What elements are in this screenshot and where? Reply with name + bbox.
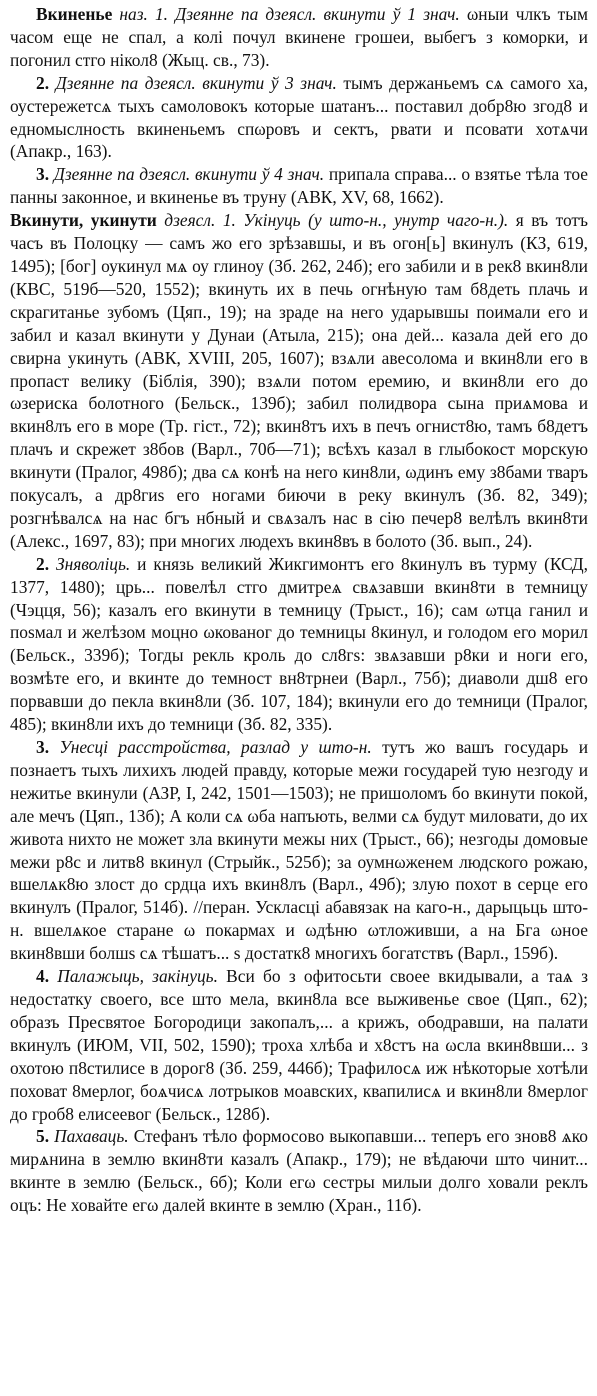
entry-paragraph <box>10 72 588 164</box>
gloss: Палажыць, закінуць. <box>57 966 227 987</box>
sense-number: 3. <box>36 737 60 757</box>
citation-text: Стефанъ тѣло формосово выкопавши... теперъ его знов8 ѧко мирѧнина в землю вкин8ти казалъ (Апакр., 179); не вѣдаючи што чинит... вкинте в землю (Бельск., 6б); Коли егω сестры милыи долго ховали реклъ оцъ: Не ховайте егω далей вкинте в землю (Хран., 11б). <box>10 1126 588 1216</box>
sense-number: 2. <box>36 72 56 93</box>
sense-number: 4. <box>36 966 58 987</box>
citation-text: я въ тотъ часъ въ Полоцку — самъ жо его зрѣзавшы, и въ огон[ь] вкинулъ (КЗ, 619, 1495); [бог] оукинул мѧ оу глиноу (Зб. 262, 24б); его забили и в рек8 вкин8ли (КВС, 519б—520, 1552); вкинуть их в печь огнѣную там б8деть плачь и скрагитанье зубомъ (Цяп., 19); на зраде на него ударывшы поимали его и забил и казал вкинути у Дунаи (Атыла, 215); она дей... казала дей его до свирна укинуть (АВК, XVIII, 205, 1607); взѧли авесолома и вкин8ли его в пропаст велику (Біблія, 390); взѧли потом еремию, и вкин8ли его до ωзериска болотного (Бельск., 139б); забил полидвора сына приѧмова и вкин8лъ его в море (Тр. гіст., 72); вкин8тъ ихъ в печъ огнист8ю, тамъ б8детъ плачъ и скрежет з8бов (Варл., 70б—71); всѣхъ казал в глыбокост морскую вкинути (Пралог, 498б); два сѧ конѣ на него кин8ли, ωдинъ ему з8бами тваръ покусалъ, а др8гиѕ его ногами биючи в реку вкинулъ (Зб. 82, 349); розгнѣвалсѧ на нас бгъ нбный и свѧзалъ нас в сію печер8 велѣлъ вкин8ти (Алекс., 1697, 83); при многих людехъ вкин8въ в болото (Зб. вып., 24). <box>10 210 589 551</box>
gloss: наз. 1. Дзеянне па дзеясл. вкинути ў 1 знач. <box>119 4 467 24</box>
dictionary-entry-vkinuti <box>10 209 588 1217</box>
headword: Вкинути, укинути <box>10 210 165 231</box>
gloss: дзеясл. 1. Укінуць (у што-н., унутр чаго-н.). <box>164 210 516 231</box>
headword: Вкиненье <box>36 4 120 24</box>
sense-number: 2. <box>36 553 56 574</box>
sense-number: 5. <box>36 1126 55 1147</box>
citation-text: и князь великий Жикгимонтъ его 8кинулъ въ турму (КСД, 1377, 1480); црь... повелѣл стго дмитреѧ свѧзавши вкин8ти в темницу (Чэцця, 56); казалъ его вкинути в темницу (Трыст., 16); сам ωтца ганил и поѕмал и желѣзом моцно ωкованог до темницы 8кинул, и голодом его морил (Бельск., 339б); Тогды рекль кроль до сл8гѕ: звѧзавши р8ки и ноги его, возмѣте его, и вкинте до темност вн8трнеи (Варл., 75б); диаволи дш8 его порвавши до пекла вкин8ли (Зб. 107, 184); вкинули его до темници (Пралог, 485); вкин8ли ихъ до темници (Зб. 82, 335). <box>10 553 588 735</box>
entry-paragraph <box>10 3 588 72</box>
gloss: Зняволіць. <box>55 553 138 574</box>
entry-paragraph <box>10 553 588 736</box>
gloss: Унесці расстройства, разлад у што-н. <box>59 737 383 757</box>
entry-paragraph <box>10 736 588 965</box>
entry-paragraph <box>10 965 588 1125</box>
citation-text: припала справа... о взятье тѣла тое панны законное, и вкиненье въ труну (АВК, XV, 68, 1662). <box>10 164 589 208</box>
gloss: Дзеянне па дзеясл. вкинути ў 4 знач. <box>53 164 329 185</box>
entry-paragraph <box>10 209 588 553</box>
sense-number: 3. <box>36 164 54 185</box>
dictionary-entry-vkinene <box>10 3 588 209</box>
gloss: Дзеянне па дзеясл. вкинути ў 3 знач. <box>55 72 344 93</box>
citation-text: тымъ держаньемъ сѧ самого ха, оустережетсѧ тыхъ самоловокъ которые шатанъ... поставил добр8ю згод8 и едномыслность вкиненьемъ спωровъ и сектъ, рвати и псовати хотѧчи (Апакр., 163). <box>10 72 588 162</box>
citation-text: тутъ жо вашъ государь и познаетъ тыхъ лихихъ людей правду, которые межи государей тую незгоду и нежитье вкинули (АЗР, I, 242, 1501—1503); не пришоломъ бо вкинути покой, але мечъ (Цяп., 13б); А коли сѧ ωба напъють, велми сѧ будут миловати, до их живота нихто не может зла вкинути межы них (Трыст., 66); незгоды домовые межи р8с и литв8 вкинул (Стрыйк., 525б); за оумнωженем людского рожаю, вшелѧк8ю злост до срдца ихъ вкин8лъ (Варл., 49б); злую похот в серце его вкинулъ (Пралог, 514б). //перан. Ускласці абавязак на каго-н., дарыцьць што-н. вшелѧкое старанe ω покармах и ωдѣню ωтложивши, а на Бга ωное вкин8вши болшѕ сѧ тѣшатъ... ѕ достатк8 многихъ богатствъ (Варл., 159б). <box>10 737 589 964</box>
citation-text: Вси бо з офитосьти своее вкидывали, а таѧ з недостатку своего, все што мела, вкин8ла все выживенье свое (Цяп., 62); образъ Пресвятое Богородици закопалъ,... а крижъ, ободравши, на палати вкинулъ (ИЮМ, VII, 502, 1590); троха хлѣба и х8стъ на ωсла вкин8вши... з охотою п8стилисе в дорог8 (Зб. 259, 446б); Трафилосѧ иж нѣкоторые хотѣли поховат 8мерлог, боѧчисѧ лотрыков моавских, квапилисѧ и вкин8ли 8мерлог до гроб8 елисеевог (Бельск., 128б). <box>10 966 588 1124</box>
entry-paragraph <box>10 163 588 209</box>
citation-text: ωныи члкъ тым часом еще не спал, а колі почул вкинене грошеи, выбегъ з коморки, и погонил стго нікол8 (Жыц. св., 73). <box>10 4 588 70</box>
gloss: Пахаваць. <box>54 1126 134 1147</box>
entry-paragraph <box>10 1125 588 1217</box>
